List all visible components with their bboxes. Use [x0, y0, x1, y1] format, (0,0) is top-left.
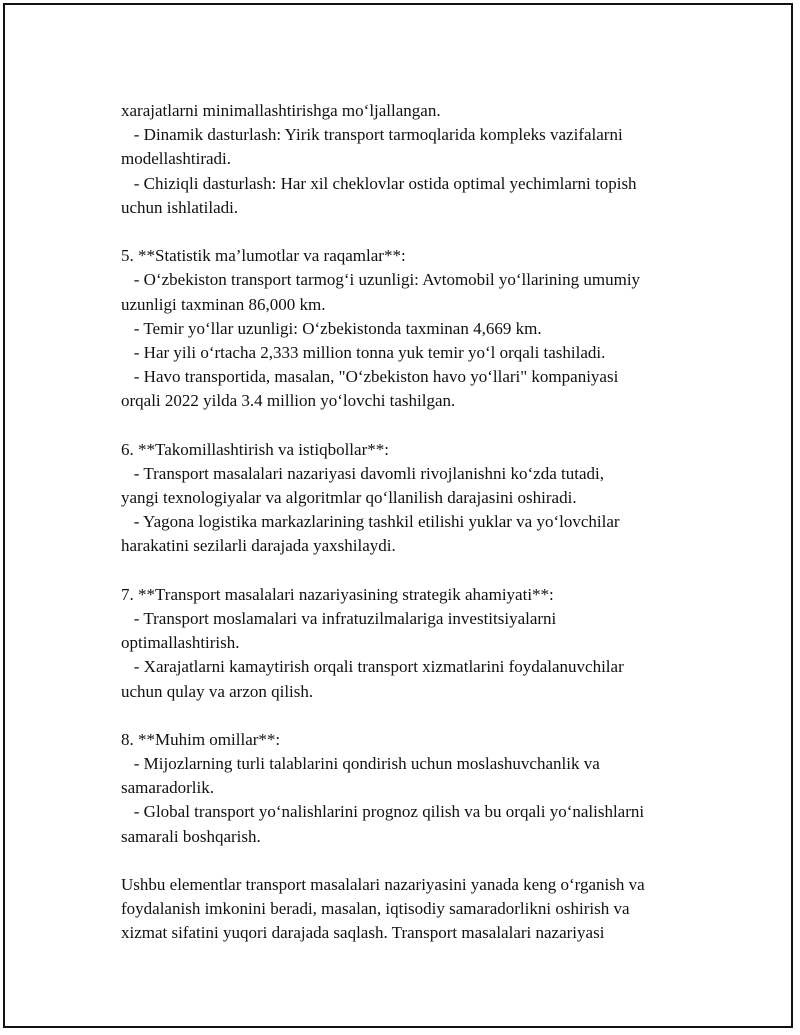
text-line: 6. **Takomillashtirish va istiqbollar**:: [121, 439, 389, 459]
text-line: 7. **Transport masalalari nazariyasining strategik ahamiyati**:: [121, 584, 554, 604]
text-line: harakatini sezilarli darajada yaxshilaydi.: [121, 536, 396, 556]
document-body: [121, 99, 721, 946]
text-line: samaradorlik.: [121, 778, 214, 798]
text-line: - Dinamik dasturlash: Yirik transport tarmoqlarida kompleks vazifalarni: [121, 125, 623, 145]
text-line: - Har yili o‘rtacha 2,333 million tonna yuk temir yo‘l orqali tashiladi.: [121, 342, 606, 362]
text-line: - Xarajatlarni kamaytirish orqali transport xizmatlarini foydalanuvchilar: [121, 657, 624, 677]
text-line: [121, 413, 721, 437]
page-frame: [3, 3, 793, 1028]
text-line: [121, 704, 721, 728]
text-line: yangi texnologiyalar va algoritmlar qo‘llanilish darajasini oshiradi.: [121, 488, 577, 507]
text-line: uchun qulay va arzon qilish.: [121, 681, 314, 701]
text-line: - Transport moslamalari va infratuzilmalariga investitsiyalarni: [121, 608, 557, 628]
text-line: - Temir yo‘llar uzunligi: O‘zbekistonda taxminan 4,669 km.: [121, 318, 542, 338]
text-line: - Chiziqli dasturlash: Har xil cheklovlar ostida optimal yechimlarni topish: [121, 173, 637, 193]
text-line: Ushbu elementlar transport masalalari nazariyasini yanada keng o‘rganish va: [121, 875, 645, 894]
text-line: 8. **Muhim omillar**:: [121, 729, 281, 749]
text-line: [121, 220, 721, 244]
text-line: - Yagona logistika markazlarining tashkil etilishi yuklar va yo‘lovchilar: [121, 512, 620, 532]
text-line: - Transport masalalari nazariyasi davomli rivojlanishni ko‘zda tutadi,: [121, 463, 604, 483]
text-line: - Global transport yo‘nalishlarini prognoz qilish va bu orqali yo‘nalishlarni: [121, 802, 645, 822]
text-line: uzunligi taxminan 86,000 km.: [121, 294, 326, 314]
text-line: - O‘zbekiston transport tarmog‘i uzunligi: Avtomobil yo‘llarining umumiy: [121, 270, 641, 290]
text-line: - Mijozlarning turli talablarini qondirish uchun moslashuvchanlik va: [121, 754, 600, 774]
text-line: [121, 559, 721, 583]
text-line: xizmat sifatini yuqori darajada saqlash. Transport masalalari nazariyasi: [121, 923, 605, 943]
text-line: modellashtiradi.: [121, 149, 232, 169]
text-line: xarajatlarni minimallashtirishga mo‘ljallangan.: [121, 101, 441, 120]
text-line: optimallashtirish.: [121, 633, 240, 653]
text-line: foydalanish imkonini beradi, masalan, iqtisodiy samaradorlikni oshirish va: [121, 899, 630, 919]
text-line: 5. **Statistik ma’lumotlar va raqamlar**:: [121, 246, 406, 266]
text-line: samarali boshqarish.: [121, 826, 261, 846]
text-line: [121, 849, 721, 873]
text-line: - Havo transportida, masalan, "O‘zbekiston havo yo‘llari" kompaniyasi: [121, 367, 619, 387]
text-line: uchun ishlatiladi.: [121, 197, 239, 217]
text-line: orqali 2022 yilda 3.4 million yo‘lovchi tashilgan.: [121, 391, 456, 411]
